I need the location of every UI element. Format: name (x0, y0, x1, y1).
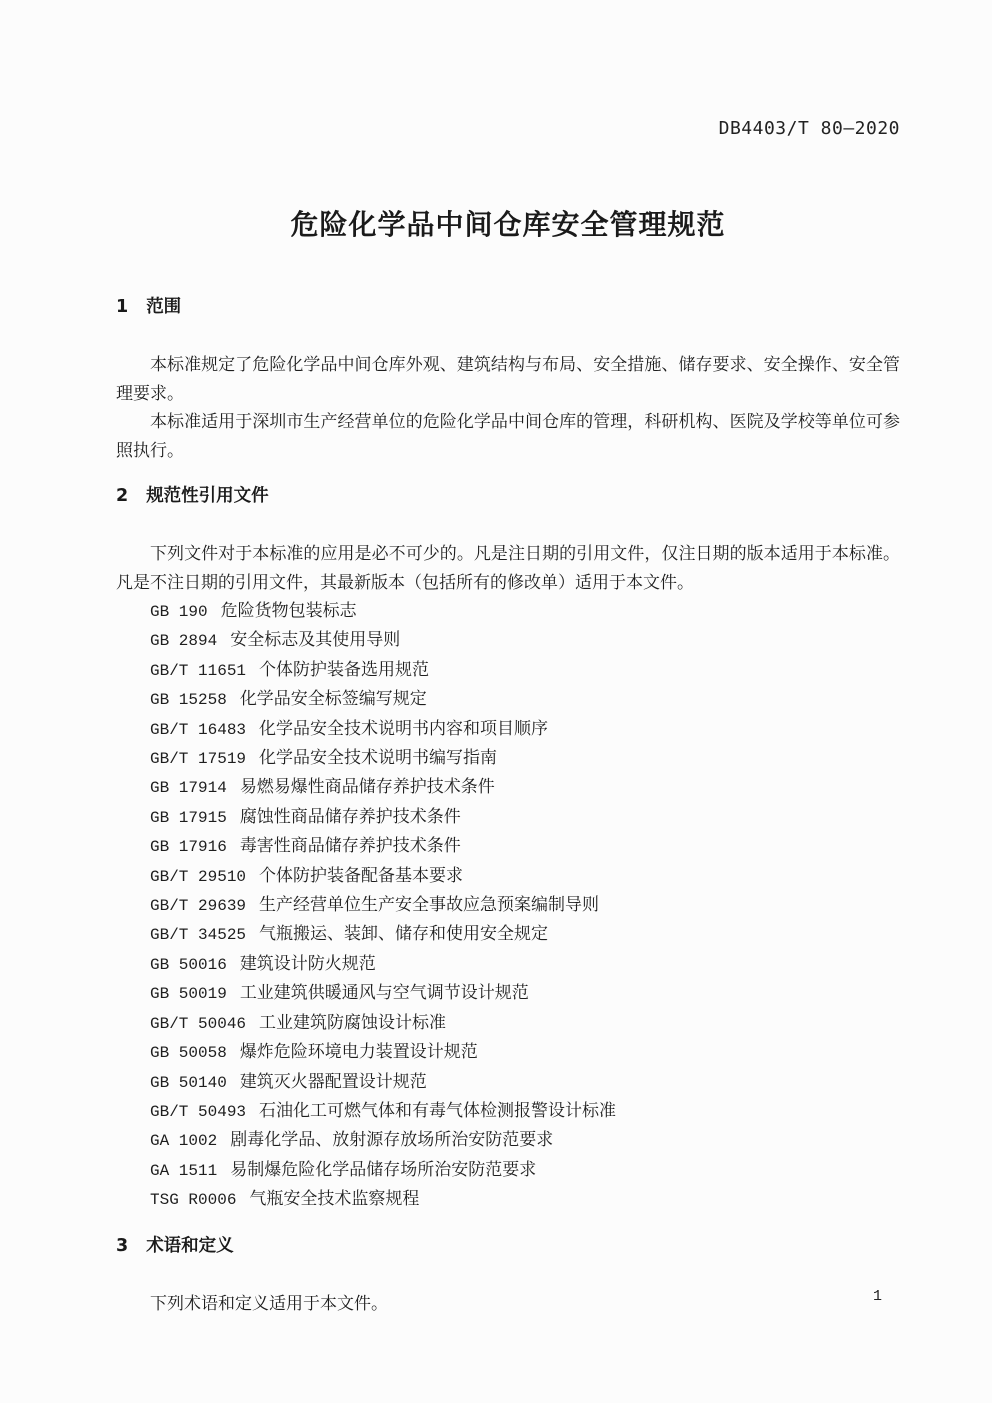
reference-title: 建筑设计防火规范 (239, 953, 376, 973)
reference-title: 毒害性商品储存养护技术条件 (239, 836, 461, 856)
reference-item (116, 1097, 900, 1126)
reference-title: 爆炸危险环境电力装置设计规范 (239, 1042, 478, 1062)
reference-title: 化学品安全标签编写规定 (239, 689, 427, 709)
reference-item (116, 1156, 900, 1185)
reference-title: 化学品安全技术说明书内容和项目顺序 (259, 718, 549, 738)
reference-title: 个体防护装备配备基本要求 (259, 865, 464, 885)
paragraph: 本标准规定了危险化学品中间仓库外观、建筑结构与布局、安全措施、储存要求、安全操作、安全管理要求。 (116, 355, 900, 403)
reference-title: 工业建筑防腐蚀设计标准 (259, 1012, 447, 1032)
reference-title: 气瓶搬运、装卸、储存和使用安全规定 (259, 924, 549, 944)
section-number: 2 (116, 486, 129, 506)
reference-title: 工业建筑供暖通风与空气调节设计规范 (239, 983, 529, 1003)
reference-item (116, 1068, 900, 1097)
reference-title: 化学品安全技术说明书编写指南 (259, 748, 498, 768)
section-heading-label: 范围 (146, 297, 182, 317)
section-heading-scope (116, 298, 900, 317)
reference-item (116, 685, 900, 714)
reference-title: 腐蚀性商品储存养护技术条件 (239, 806, 461, 826)
reference-code: GB 2894 (150, 632, 218, 651)
document-code: DB4403/T 80—2020 (718, 118, 900, 139)
reference-code: GB/T 17519 (150, 750, 247, 769)
reference-title: 易燃易爆性商品储存养护技术条件 (239, 777, 495, 797)
reference-item (116, 1038, 900, 1067)
page-number: 1 (872, 1288, 882, 1305)
reference-code: GB/T 34525 (150, 926, 247, 945)
section-heading-terms-definitions (116, 1237, 900, 1256)
reference-item (116, 979, 900, 1008)
paragraph: 下列术语和定义适用于本文件。 (150, 1293, 388, 1313)
paragraph: 下列文件对于本标准的应用是必不可少的。凡是注日期的引用文件，仅注日期的版本适用于本标准。凡是不注日期的引用文件，其最新版本（包括所有的修改单）适用于本文件。 (116, 544, 900, 592)
reference-title: 建筑灭火器配置设计规范 (239, 1071, 427, 1091)
reference-item (116, 950, 900, 979)
reference-title: 石油化工可燃气体和有毒气体检测报警设计标准 (259, 1100, 617, 1120)
reference-code: GB 50140 (150, 1073, 227, 1092)
reference-item (116, 1185, 900, 1214)
reference-title: 危险货物包装标志 (220, 601, 357, 620)
reference-item (116, 1009, 900, 1038)
section-heading-label: 术语和定义 (146, 1235, 234, 1256)
reference-title: 个体防护装备选用规范 (259, 659, 430, 679)
section-number: 1 (116, 297, 129, 317)
reference-item (116, 656, 900, 685)
reference-code: GB 17916 (150, 838, 227, 857)
paragraph: 本标准适用于深圳市生产经营单位的危险化学品中间仓库的管理，科研机构、医院及学校等单位可参照执行。 (116, 412, 900, 460)
reference-code: GB 50019 (150, 985, 227, 1004)
reference-title: 安全标志及其使用导则 (230, 630, 401, 650)
reference-item (116, 891, 900, 920)
reference-code: GB 15258 (150, 691, 227, 710)
section-heading-normative-references (116, 487, 900, 506)
reference-title: 易制爆危险化学品储存场所治安防范要求 (230, 1159, 537, 1179)
reference-item (116, 626, 900, 655)
reference-code: GB/T 50493 (150, 1102, 247, 1121)
reference-code: GB 17915 (150, 808, 227, 827)
reference-item (116, 715, 900, 744)
reference-item (116, 862, 900, 891)
reference-item (116, 803, 900, 832)
reference-item (116, 920, 900, 949)
reference-code: GB/T 16483 (150, 720, 247, 739)
reference-item (116, 597, 900, 626)
reference-code: TSG R0006 (150, 1191, 237, 1210)
reference-code: GB/T 29639 (150, 897, 247, 916)
reference-code: GB 50016 (150, 955, 227, 974)
reference-code: GB 50058 (150, 1044, 227, 1063)
reference-list (116, 597, 900, 1215)
reference-item (116, 1126, 900, 1155)
reference-code: GB 17914 (150, 779, 227, 798)
reference-item (116, 773, 900, 802)
reference-item (116, 744, 900, 773)
reference-code: GB/T 29510 (150, 867, 247, 886)
reference-title: 生产经营单位生产安全事故应急预案编制导则 (259, 895, 600, 915)
reference-code: GB 190 (150, 603, 208, 621)
reference-item (116, 832, 900, 861)
reference-code: GA 1002 (150, 1132, 218, 1151)
reference-code: GA 1511 (150, 1161, 218, 1180)
section-heading-label: 规范性引用文件 (146, 486, 269, 506)
reference-code: GB/T 50046 (150, 1014, 247, 1033)
reference-code: GB/T 11651 (150, 661, 247, 680)
reference-title: 剧毒化学品、放射源存放场所治安防范要求 (230, 1130, 554, 1150)
reference-title: 气瓶安全技术监察规程 (249, 1189, 420, 1209)
section-number: 3 (116, 1235, 129, 1256)
document-title: 危险化学品中间仓库安全管理规范 (290, 208, 726, 241)
